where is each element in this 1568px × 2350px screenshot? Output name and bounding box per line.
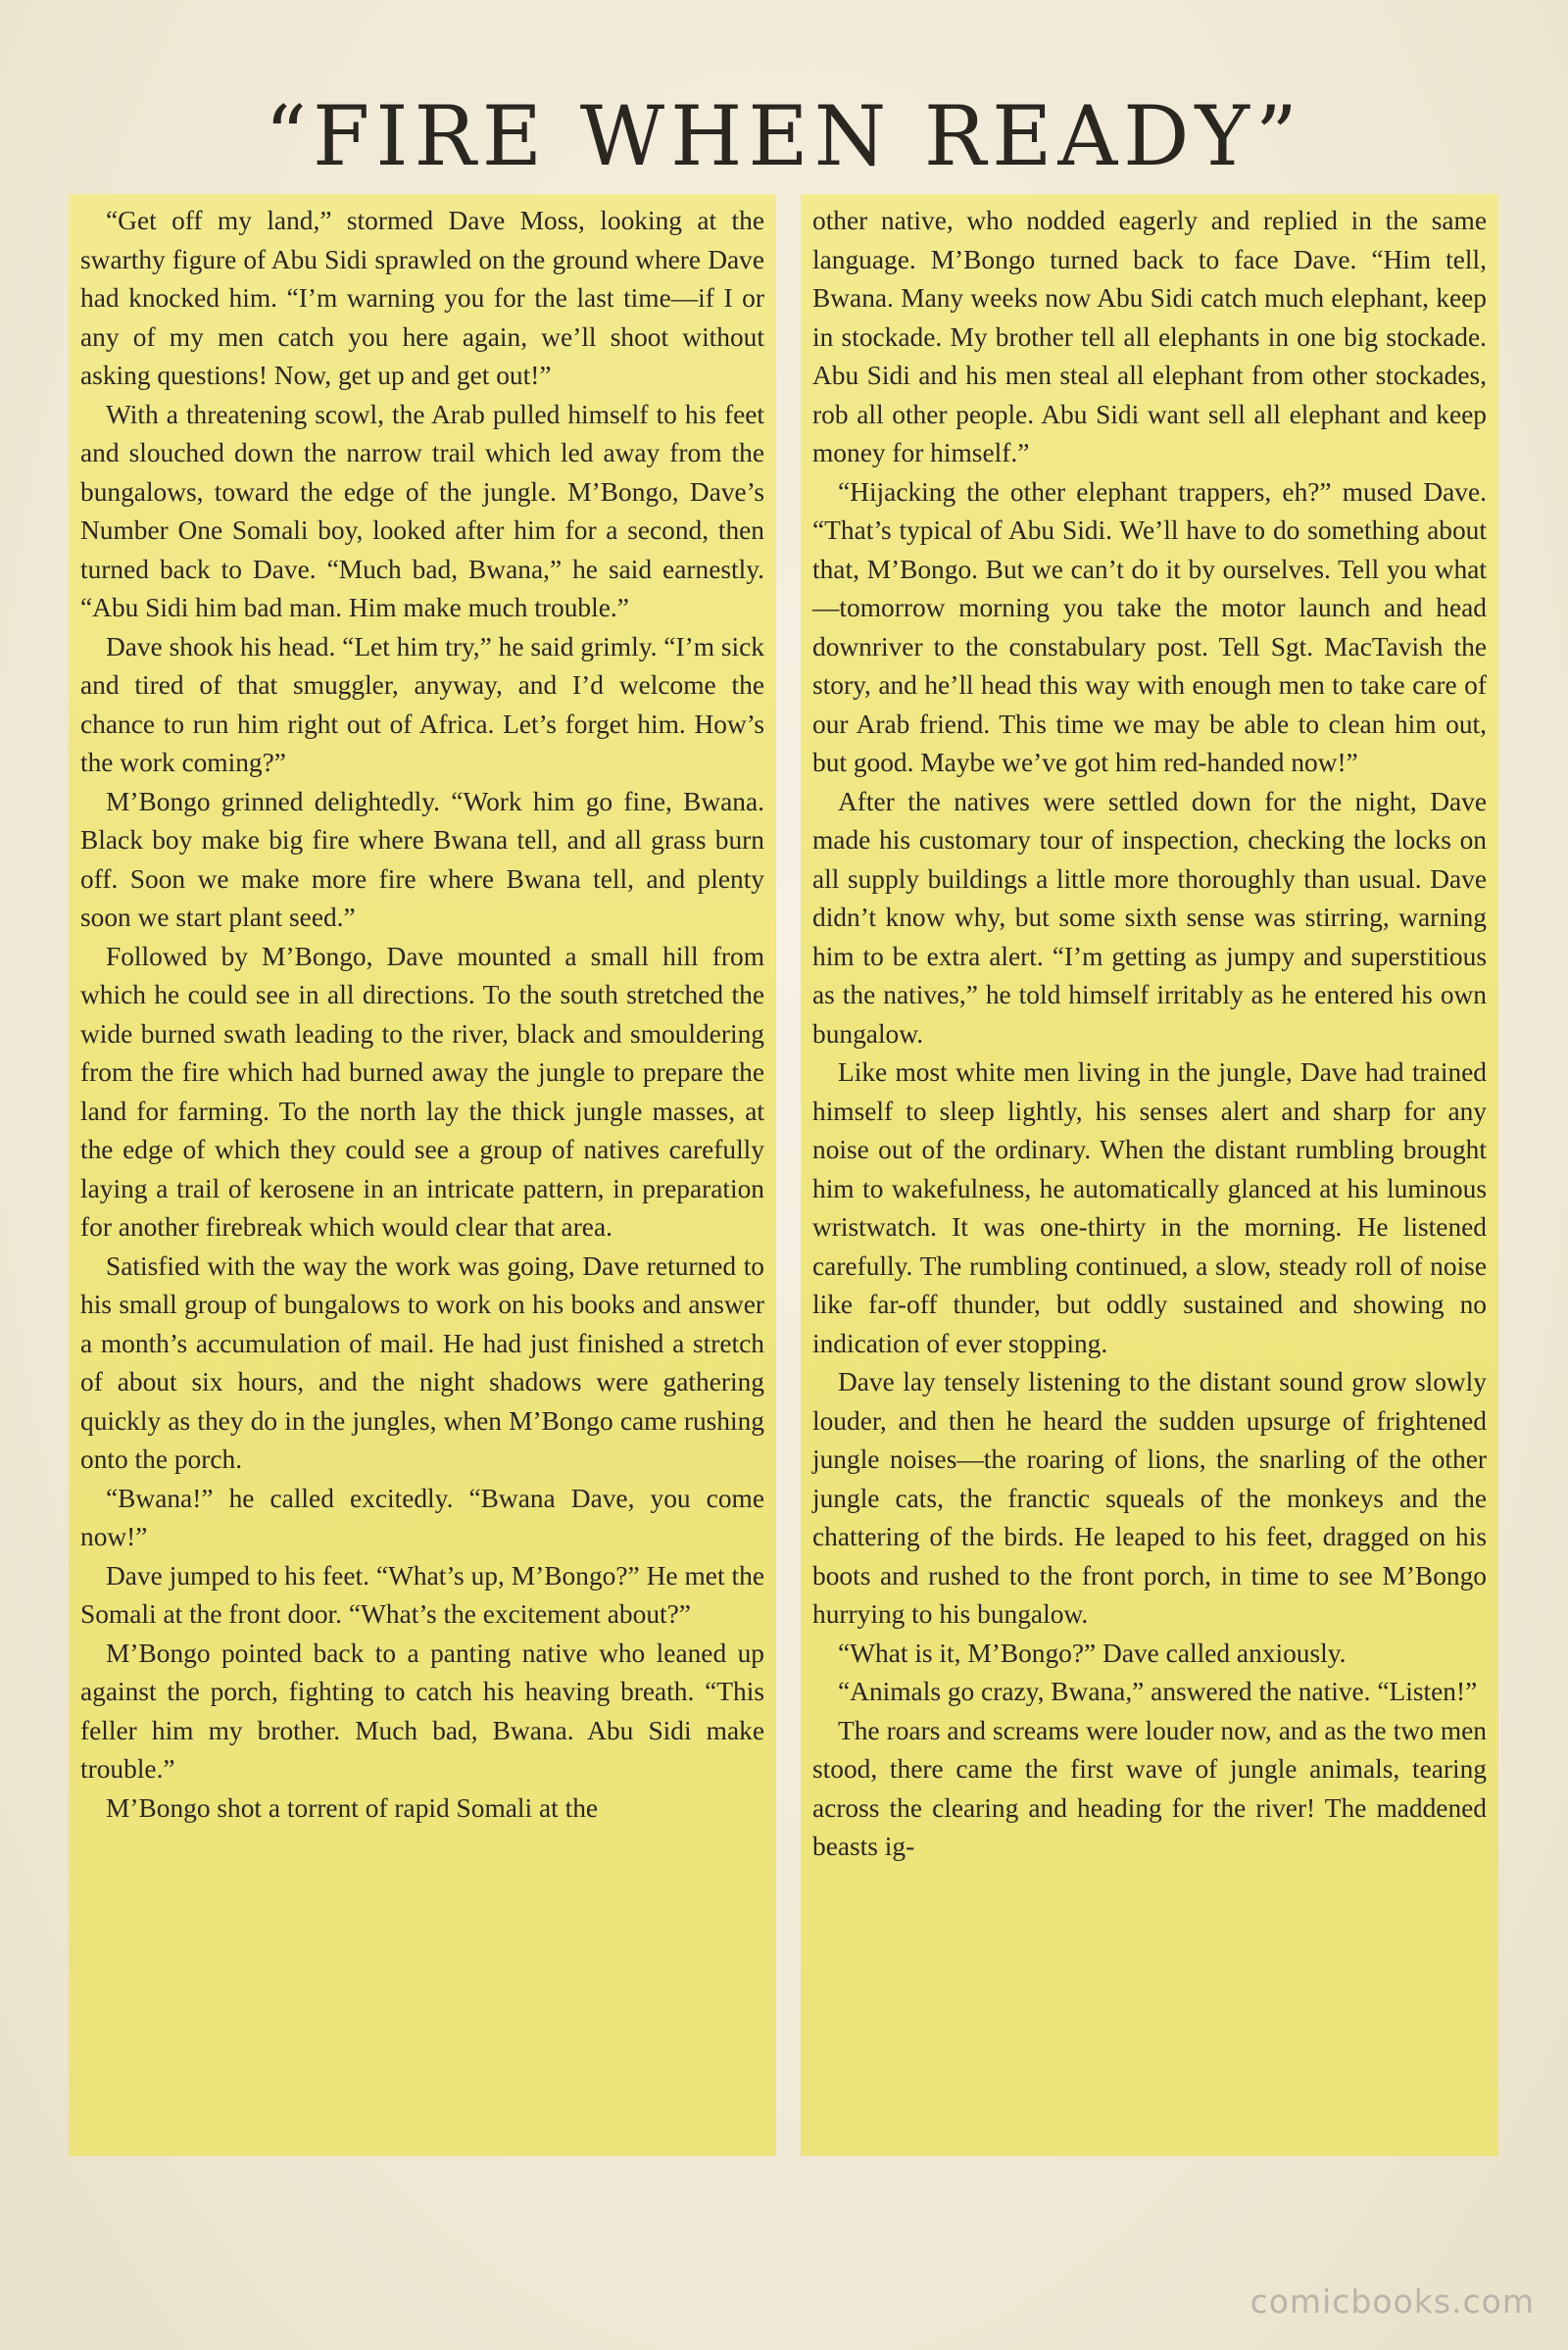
- story-title: “FIRE WHEN READY”: [265, 88, 1303, 184]
- paragraph: The roars and screams were louder now, and as the two men stood, there came the first wave of jungle animals, tearing across the clearing and heading for the river! The maddened beasts ig-: [812, 1715, 1487, 1861]
- paragraph: M’Bongo pointed back to a panting native who leaned up against the porch, fighting to catch his heaving breath. “This feller him my brother. Much bad, Bwana. Abu Sidi make trouble.”: [80, 1638, 764, 1784]
- paragraph: “Get off my land,” stormed Dave Moss, looking at the swarthy figure of Abu Sidi sprawled on the ground where Dave had knocked him. “I’m warning you for the last time—if I or any of my men catch you here again, we’ll shoot without asking questions! Now, get up and get out!”: [80, 206, 764, 390]
- paragraph: Followed by M’Bongo, Dave mounted a small hill from which he could see in all directions. To the south stretched the wide burned swath leading to the river, black and smouldering from the fire which had burned away the jungle to prepare the land for farming. To the north lay the thick jungle masses, at the edge of which they could see a group of natives carefully laying a trail of kerosene in an intricate pattern, in preparation for another firebreak which would clear that area.: [80, 941, 764, 1242]
- paragraph: Dave lay tensely listening to the distant sound grow slowly louder, and then he heard the sudden upsurge of frightened jungle noises—the roaring of lions, the snarling of the other jungle cats, the franctic squeals of the monkeys and the chattering of the birds. He leaped to his feet, dragged on his boots and rushed to the front porch, in time to see M’Bongo hurrying to his bungalow.: [812, 1367, 1487, 1629]
- paragraph: “What is it, M’Bongo?” Dave called anxiously.: [838, 1638, 1347, 1668]
- paragraph: M’Bongo shot a torrent of rapid Somali at the: [106, 1792, 599, 1823]
- paragraph: “Hijacking the other elephant trappers, eh?” mused Dave. “That’s typical of Abu Sidi. We’ll have to do something about that, M’Bongo. But we can’t do it by ourselves. Tell you what—tomorrow morning you take the motor launch and head downriver to the constabulary post. Tell Sgt. MacTavish the story, and he’ll head this way with enough men to take care of our Arab friend. This time we may be able to clean him out, but good. Maybe we’ve got him red-handed now!”: [812, 476, 1487, 777]
- paragraph: “Bwana!” he called excitedly. “Bwana Dave, you come now!”: [80, 1483, 764, 1551]
- watermark: comicbooks.com: [1250, 2282, 1535, 2321]
- text-column-right: [801, 194, 1498, 2156]
- paragraph: M’Bongo grinned delightedly. “Work him go fine, Bwana. Black boy make big fire where Bwana tell, and all grass burn off. Soon we make more fire where Bwana tell, and plenty soon we start plant seed.”: [80, 786, 764, 932]
- paragraph-continued: other native, who nodded eagerly and replied in the same language. M’Bongo turned back to face Dave. “Him tell, Bwana. Many weeks now Abu Sidi catch much elephant, keep in stockade. My brother tell all elephants in one big stockade. Abu Sidi and his men steal all elephant from other stockades, rob all other people. Abu Sidi want sell all elephant and keep money for himself.”: [812, 206, 1487, 467]
- paragraph: Dave jumped to his feet. “What’s up, M’Bongo?” He met the Somali at the front door. “What’s the excitement about?”: [80, 1560, 764, 1629]
- paragraph: Like most white men living in the jungle, Dave had trained himself to sleep lightly, his senses alert and sharp for any noise out of the ordinary. When the distant rumbling brought him to wakefulness, he automatically glanced at his luminous wristwatch. It was one-thirty in the morning. He listened carefully. The rumbling continued, a slow, steady roll of noise like far-off thunder, but oddly sustained and showing no indication of ever stopping.: [812, 1057, 1487, 1358]
- paragraph: With a threatening scowl, the Arab pulled himself to his feet and slouched down the narrow trail which led away from the bungalows, toward the edge of the jungle. M’Bongo, Dave’s Number One Somali boy, looked after him for a second, then turned back to Dave. “Much bad, Bwana,” he said earnestly. “Abu Sidi him bad man. Him make much trouble.”: [80, 399, 764, 622]
- paragraph: Satisfied with the way the work was going, Dave returned to his small group of bungalows to work on his books and answer a month’s accumulation of mail. He had just finished a stretch of about six hours, and the night shadows were gathering quickly as they do in the jungles, when M’Bongo came rushing onto the porch.: [80, 1250, 764, 1474]
- paragraph: Dave shook his head. “Let him try,” he said grimly. “I’m sick and tired of that smuggler, anyway, and I’d welcome the chance to run him right out of Africa. Let’s forget him. How’s the work coming?”: [80, 631, 764, 777]
- paragraph: “Animals go crazy, Bwana,” answered the native. “Listen!”: [838, 1677, 1478, 1706]
- paragraph: After the natives were settled down for the night, Dave made his customary tour of inspection, checking the locks on all supply buildings a little more thoroughly than usual. Dave didn’t know why, but some sixth sense was stirring, warning him to be extra alert. “I’m getting as jumpy and superstitious as the natives,” he told himself irritably as he entered his own bungalow.: [812, 786, 1487, 1049]
- text-column-left: [69, 194, 776, 2156]
